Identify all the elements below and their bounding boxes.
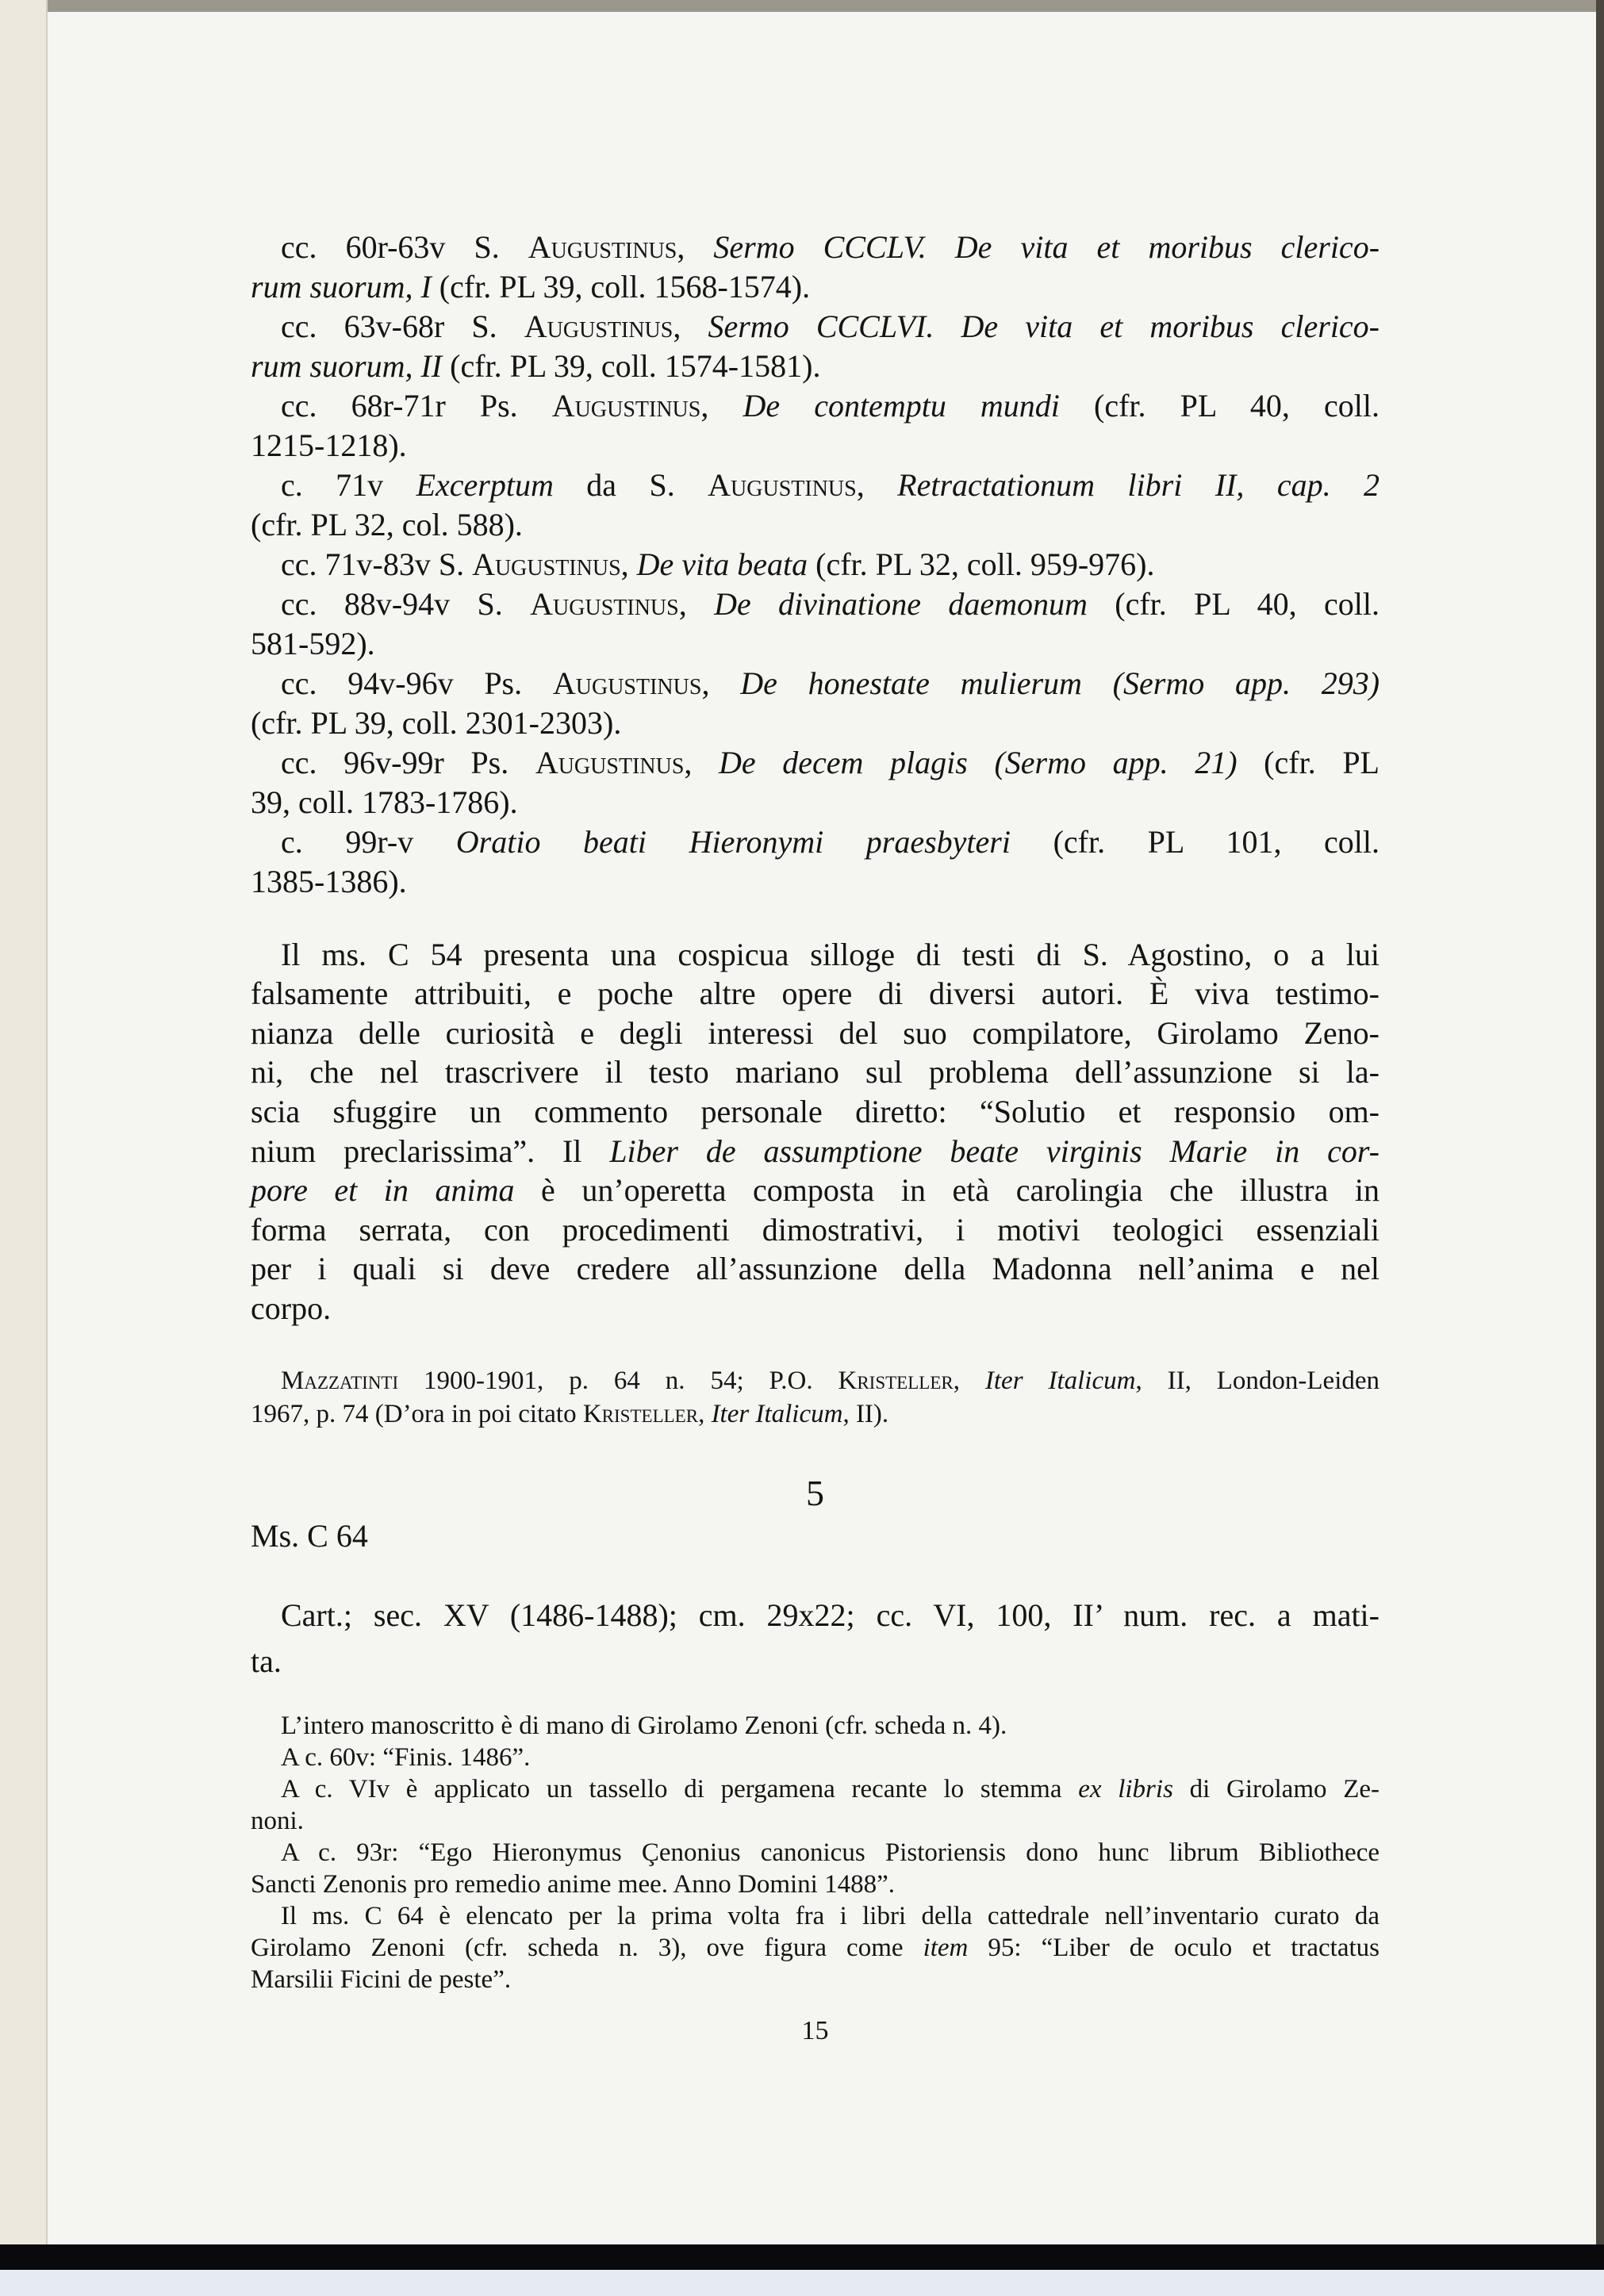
- italic-text: pore et in anima: [251, 1172, 515, 1209]
- text-line: [251, 506, 1380, 542]
- text-run: 1385-1386).: [251, 863, 407, 899]
- text-line: [251, 427, 1380, 463]
- text-run: cc. 88v-94v S.: [281, 585, 531, 622]
- text-run: (cfr. PL 40, coll.: [1059, 387, 1380, 424]
- text-line: [281, 585, 1380, 622]
- text-run: per i quali si deve credere all’assunzione della Madonna nell’anima e nel: [251, 1251, 1380, 1287]
- text-line: [251, 704, 1380, 741]
- text-line: [281, 936, 1380, 972]
- text-run: L’intero manoscritto è di mano di Girolamo Zenoni (cfr. scheda n. 4).: [281, 1711, 1007, 1741]
- text-run: corpo.: [251, 1290, 332, 1326]
- text-line: [251, 863, 1380, 899]
- italic-text: De honestate mulierum (Sermo app. 293): [740, 665, 1380, 701]
- text-line: [281, 228, 1380, 265]
- text-run: falsamente attribuiti, e poche altre opere di diversi autori. È viva testimo-: [251, 976, 1380, 1012]
- text-run: ,: [673, 308, 708, 344]
- manuscript-heading: Ms. C 64: [251, 1518, 368, 1554]
- text-run: (cfr. PL 32, col. 588).: [251, 506, 523, 542]
- small-caps-name: Kristeller: [838, 1366, 954, 1396]
- text-run: forma serrata, con procedimenti dimostrativi, i motivi teologici essenziali: [251, 1211, 1380, 1248]
- italic-text: Iter Italicum: [711, 1400, 843, 1429]
- text-run: noni.: [251, 1807, 304, 1836]
- text-line: [281, 308, 1380, 344]
- text-run: Il ms. C 64 è elencato per la prima volta fra i libri della cattedrale nell’inventario curato da: [281, 1902, 1380, 1931]
- text-line: [251, 978, 1380, 1010]
- text-run: 1215-1218).: [251, 427, 407, 463]
- text-line: [251, 1642, 1380, 1679]
- small-caps-name: Augustinus: [530, 585, 679, 622]
- small-caps-name: Augustinus: [708, 466, 857, 503]
- text-line: [281, 546, 1380, 582]
- text-run: nianza delle curiosità e degli interessi del suo compilatore, Girolamo Zeno-: [251, 1014, 1380, 1051]
- text-line: [281, 665, 1380, 701]
- text-run: cc. 60r-63v S.: [281, 228, 528, 265]
- page-number: 15: [801, 2016, 829, 2045]
- text-run: , II).: [842, 1400, 889, 1429]
- text-run: A c. 93r: “Ego Hieronymus Çenonius canonicus Pistoriensis dono hunc librum Bibliothece: [281, 1838, 1380, 1868]
- text-run: cc. 68r-71r Ps.: [281, 387, 552, 424]
- small-caps-name: Mazzatinti: [281, 1366, 399, 1396]
- text-line: [281, 1368, 1380, 1394]
- text-run: Cart.; sec. XV (1486-1488); cm. 29x22; cc. VI, 100, II’ num. rec. a mati-: [281, 1596, 1380, 1633]
- small-caps-name: Kristeller: [582, 1400, 699, 1429]
- text-run: scia sfuggire un commento personale diretto: “Solutio et responsio om-: [251, 1093, 1380, 1129]
- text-run: (cfr. PL 101, coll.: [1010, 823, 1380, 860]
- text-line: [281, 466, 1380, 503]
- text-run: 39, coll. 1783-1786).: [251, 784, 518, 820]
- small-caps-name: Augustinus: [535, 744, 685, 780]
- text-line: [281, 823, 1380, 860]
- text-run: ,: [698, 1400, 712, 1429]
- small-caps-name: Augustinus: [552, 665, 702, 701]
- italic-text: Sermo CCCLVI. De vita et moribus clerico-: [708, 308, 1380, 344]
- text-run: (cfr. PL 39, coll. 2301-2303).: [251, 704, 622, 741]
- text-run: Marsilii Ficini de peste”.: [251, 1965, 512, 1995]
- text-run: cc. 63v-68r S.: [281, 308, 524, 344]
- text-line: [281, 387, 1380, 424]
- text-line: [281, 744, 1380, 780]
- text-run: da S.: [553, 466, 708, 503]
- scan-background: [0, 2270, 1604, 2296]
- italic-text: De vita beata: [636, 546, 808, 582]
- text-run: (cfr. PL 39, coll. 1574-1581).: [442, 347, 821, 384]
- text-run: ,: [677, 228, 714, 265]
- text-line: [251, 347, 1380, 384]
- text-line: [251, 1253, 1380, 1285]
- text-line: [251, 784, 1380, 820]
- text-line: [281, 1903, 1380, 1930]
- italic-text: Liber de assumptione beate virginis Marie in cor-: [609, 1133, 1380, 1169]
- text-run: 581-592).: [251, 625, 375, 661]
- text-run: cc. 94v-96v Ps.: [281, 665, 553, 701]
- text-run: cc. 96v-99r Ps.: [281, 744, 535, 780]
- italic-text: Oratio beati Hieronymi praesbyteri: [455, 823, 1011, 860]
- text-run: ,: [700, 387, 743, 424]
- text-line: [281, 1713, 1380, 1739]
- text-line: [251, 1808, 1380, 1834]
- italic-text: Retractationum libri II, cap. 2: [897, 466, 1380, 503]
- text-line: [251, 268, 1380, 305]
- text-run: ,: [953, 1366, 985, 1396]
- text-run: (cfr. PL 32, coll. 959-976).: [808, 546, 1155, 582]
- text-run: (cfr. PL 40, coll.: [1087, 585, 1380, 622]
- text-line: [251, 1872, 1380, 1898]
- text-line: [251, 1401, 1380, 1428]
- text-line: [251, 1014, 1380, 1051]
- text-line: [281, 1596, 1380, 1633]
- text-run: ,: [701, 665, 741, 701]
- italic-text: item: [923, 1934, 969, 1963]
- scan-binding-edge: [0, 0, 48, 2244]
- text-line: [251, 1172, 1380, 1209]
- small-caps-name: Augustinus: [528, 228, 677, 265]
- italic-text: De decem plagis (Sermo app. 21): [719, 744, 1238, 780]
- text-run: Girolamo Zenoni (cfr. scheda n. 3), ove figura come: [251, 1934, 923, 1963]
- text-run: , II, London-Leiden: [1135, 1366, 1380, 1396]
- italic-text: De contemptu mundi: [743, 387, 1060, 424]
- text-line: [281, 1777, 1380, 1803]
- text-run: Sancti Zenonis pro remedio anime mee. Anno Domini 1488”.: [251, 1870, 895, 1899]
- text-run: c. 99r-v: [281, 823, 456, 860]
- text-run: ,: [620, 546, 637, 582]
- italic-text: Excerptum: [416, 466, 554, 503]
- text-run: c. 71v: [281, 466, 416, 503]
- italic-text: rum suorum, I: [251, 268, 432, 305]
- scan-bottom-shadow: [0, 2244, 1604, 2270]
- text-line: [251, 1211, 1380, 1248]
- italic-text: Iter Italicum: [984, 1366, 1136, 1396]
- small-caps-name: Augustinus: [524, 308, 673, 344]
- italic-text: Sermo CCCLV. De vita et moribus clerico-: [713, 228, 1380, 265]
- text-run: nium preclarissima”. Il: [251, 1133, 610, 1169]
- text-run: A c. 60v: “Finis. 1486”.: [281, 1743, 531, 1773]
- small-caps-name: Augustinus: [472, 546, 621, 582]
- small-caps-name: Augustinus: [551, 387, 701, 424]
- text-run: è un’operetta composta in età carolingia che illustra in: [514, 1172, 1380, 1209]
- text-run: 1900-1901, p. 64 n. 54; P.O.: [398, 1366, 838, 1396]
- text-line: [281, 1840, 1380, 1866]
- text-run: cc. 71v-83v S.: [281, 546, 473, 582]
- text-line: [251, 1133, 1380, 1169]
- italic-text: ex libris: [1078, 1775, 1173, 1804]
- text-line: [251, 1935, 1380, 1961]
- text-run: ,: [684, 744, 719, 780]
- italic-text: De divinatione daemonum: [714, 585, 1088, 622]
- text-line: [251, 1967, 1380, 1993]
- text-run: (cfr. PL: [1237, 744, 1380, 780]
- text-run: A c. VIv è applicato un tassello di pergamena recante lo stemma: [281, 1775, 1079, 1804]
- scan-top-edge: [0, 0, 1604, 12]
- text-run: ,: [678, 585, 715, 622]
- text-run: 95: “Liber de oculo et tractatus: [968, 1934, 1380, 1963]
- text-run: 1967, p. 74 (D’ora in poi citato: [251, 1400, 583, 1429]
- text-run: ta.: [251, 1642, 282, 1679]
- text-line: [251, 625, 1380, 661]
- text-line: [251, 1093, 1380, 1129]
- text-run: Il ms. C 54 presenta una cospicua silloge di testi di S. Agostino, o a lui: [281, 936, 1380, 972]
- text-run: ,: [856, 466, 898, 503]
- scan-right-edge: [1596, 0, 1604, 2270]
- section-number: 5: [806, 1473, 824, 1513]
- text-run: ni, che nel trascrivere il testo mariano sul problema dell’assunzione si la-: [251, 1054, 1380, 1091]
- text-run: (cfr. PL 39, coll. 1568-1574).: [431, 268, 811, 305]
- italic-text: rum suorum, II: [251, 347, 443, 384]
- text-run: di Girolamo Ze-: [1172, 1775, 1380, 1804]
- text-line: [251, 1290, 1380, 1326]
- text-line: [281, 1745, 1380, 1771]
- text-line: [251, 1054, 1380, 1091]
